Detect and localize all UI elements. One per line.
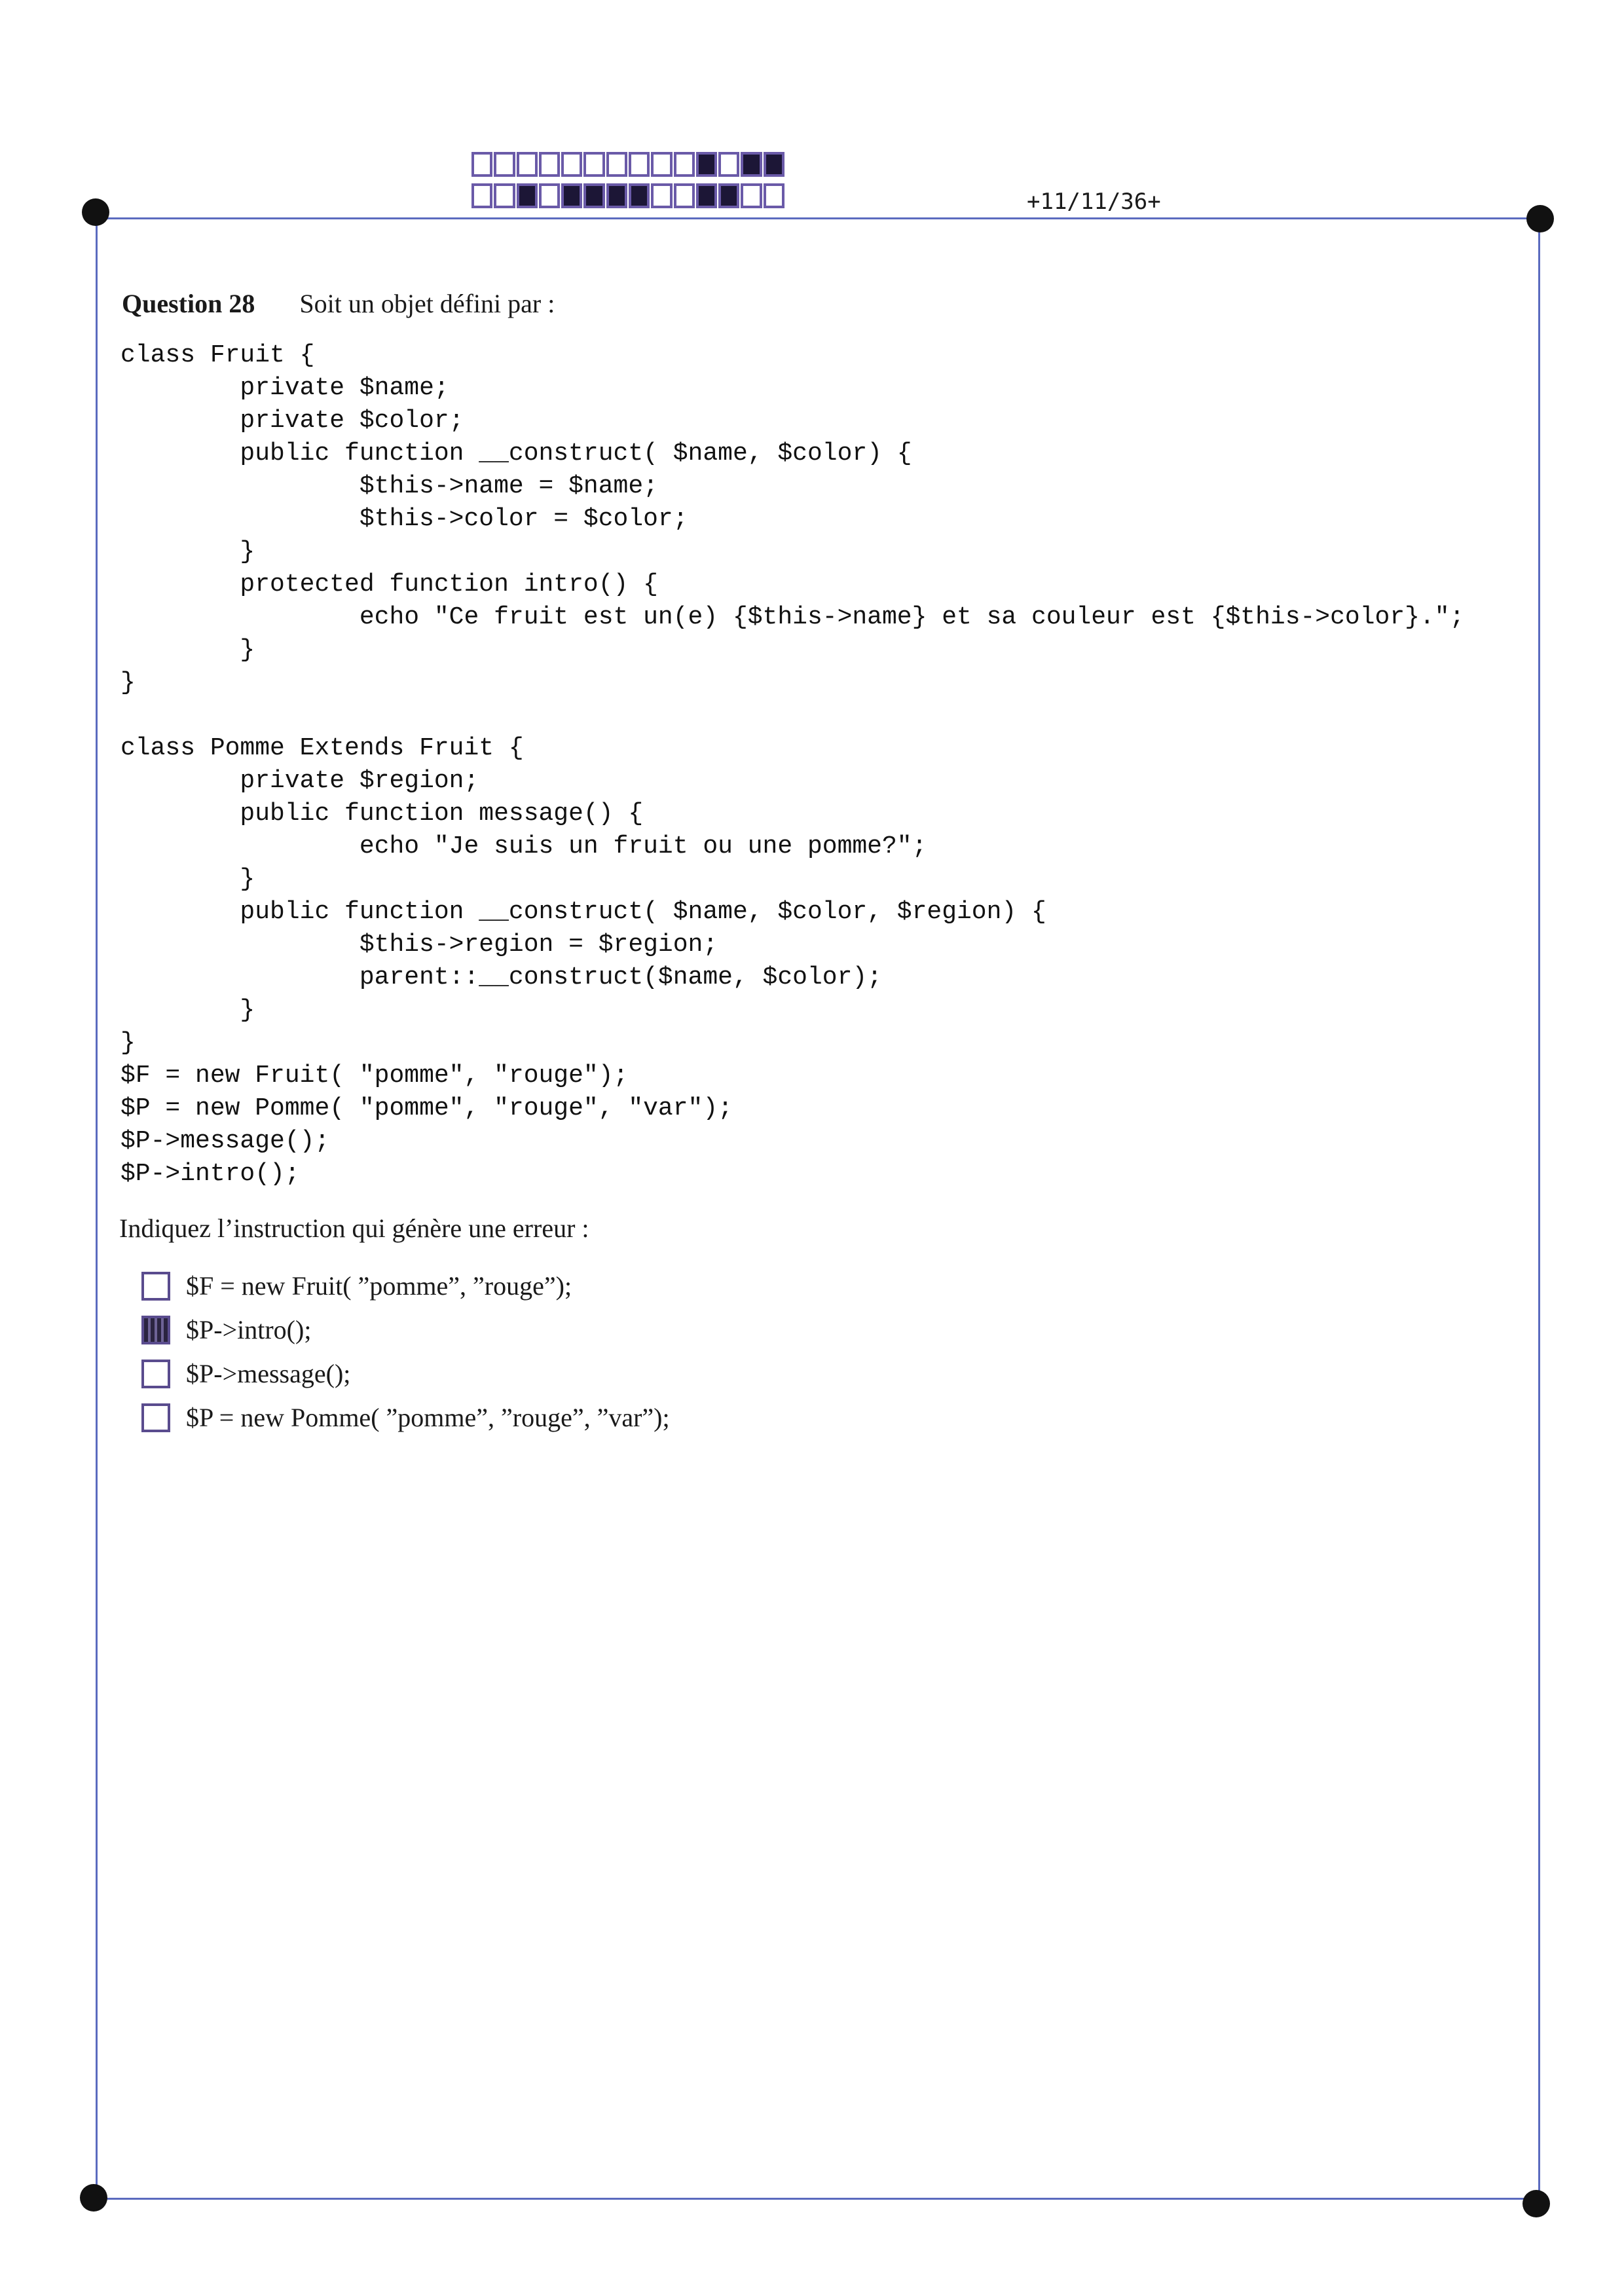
barcode-cell: [539, 152, 560, 177]
answer-label: $P->intro();: [186, 1315, 312, 1344]
answer-option[interactable]: [141, 1396, 670, 1439]
page-identifier: +11/11/36+: [1027, 189, 1161, 215]
barcode-cell: [741, 183, 762, 208]
question-header: [122, 288, 555, 319]
barcode-cell: [561, 152, 582, 177]
corner-marker-bottom-left: [80, 2184, 107, 2212]
barcode-cell: [629, 183, 650, 208]
barcode-cell: [606, 152, 627, 177]
page-barcode-row-1: [471, 152, 786, 177]
answer-label: $P = new Pomme( ”pomme”, ”rouge”, ”var”);: [186, 1403, 670, 1432]
page-barcode-row-2: [471, 183, 786, 208]
barcode-cell: [583, 183, 604, 208]
barcode-cell: [651, 183, 672, 208]
barcode-cell: [471, 152, 492, 177]
answer-option[interactable]: [141, 1264, 670, 1308]
barcode-cell: [517, 152, 538, 177]
barcode-cell: [651, 152, 672, 177]
checkbox[interactable]: [141, 1316, 170, 1344]
barcode-cell: [696, 152, 717, 177]
answer-option[interactable]: [141, 1352, 670, 1396]
frame-bottom-line: [96, 2198, 1540, 2200]
answer-list: [141, 1264, 670, 1439]
question-number: Question 28: [122, 289, 255, 318]
checkbox[interactable]: [141, 1403, 170, 1432]
corner-marker-top-right: [1526, 205, 1554, 232]
answer-label: $P->message();: [186, 1359, 351, 1388]
question-text: Soit un objet défini par :: [299, 289, 555, 318]
barcode-cell: [696, 183, 717, 208]
corner-marker-top-left: [82, 198, 109, 226]
frame-top-line: [96, 217, 1540, 219]
barcode-cell: [561, 183, 582, 208]
barcode-cell: [494, 183, 515, 208]
barcode-cell: [741, 152, 762, 177]
checkbox[interactable]: [141, 1360, 170, 1388]
answer-label: $F = new Fruit( ”pomme”, ”rouge”);: [186, 1271, 572, 1301]
barcode-cell: [517, 183, 538, 208]
checkbox[interactable]: [141, 1272, 170, 1301]
question-prompt: Indiquez l’instruction qui génère une erreur :: [119, 1213, 589, 1243]
frame-right-line: [1538, 217, 1540, 2200]
barcode-cell: [539, 183, 560, 208]
barcode-cell: [674, 152, 695, 177]
barcode-cell: [718, 152, 739, 177]
barcode-cell: [718, 183, 739, 208]
corner-marker-bottom-right: [1522, 2190, 1550, 2217]
frame-left-line: [96, 217, 98, 2200]
code-listing: class Fruit { private $name; private $color; public function __construct( $name, $color) { $this->name = $name; $this->color = $color; } protected function intro() { echo "Ce fruit est un(e) {$this->name} et sa couleur est {$this->color}."; } } class Pomme Extends Fruit { private $region; public function message() { echo "Je suis un fruit ou une pomme?"; } public function __construct( $name, $color, $region) { $this->region = $region; parent::__construct($name, $color); } } $F = new Fruit( "pomme", "rouge"); $P = new Pomme( "pomme", "rouge", "var"); $P->message(); $P->intro();: [120, 341, 1465, 1188]
barcode-cell: [674, 183, 695, 208]
barcode-cell: [764, 152, 784, 177]
barcode-cell: [629, 152, 650, 177]
barcode-cell: [583, 152, 604, 177]
barcode-cell: [764, 183, 784, 208]
answer-option[interactable]: [141, 1308, 670, 1352]
barcode-cell: [494, 152, 515, 177]
barcode-cell: [471, 183, 492, 208]
barcode-cell: [606, 183, 627, 208]
